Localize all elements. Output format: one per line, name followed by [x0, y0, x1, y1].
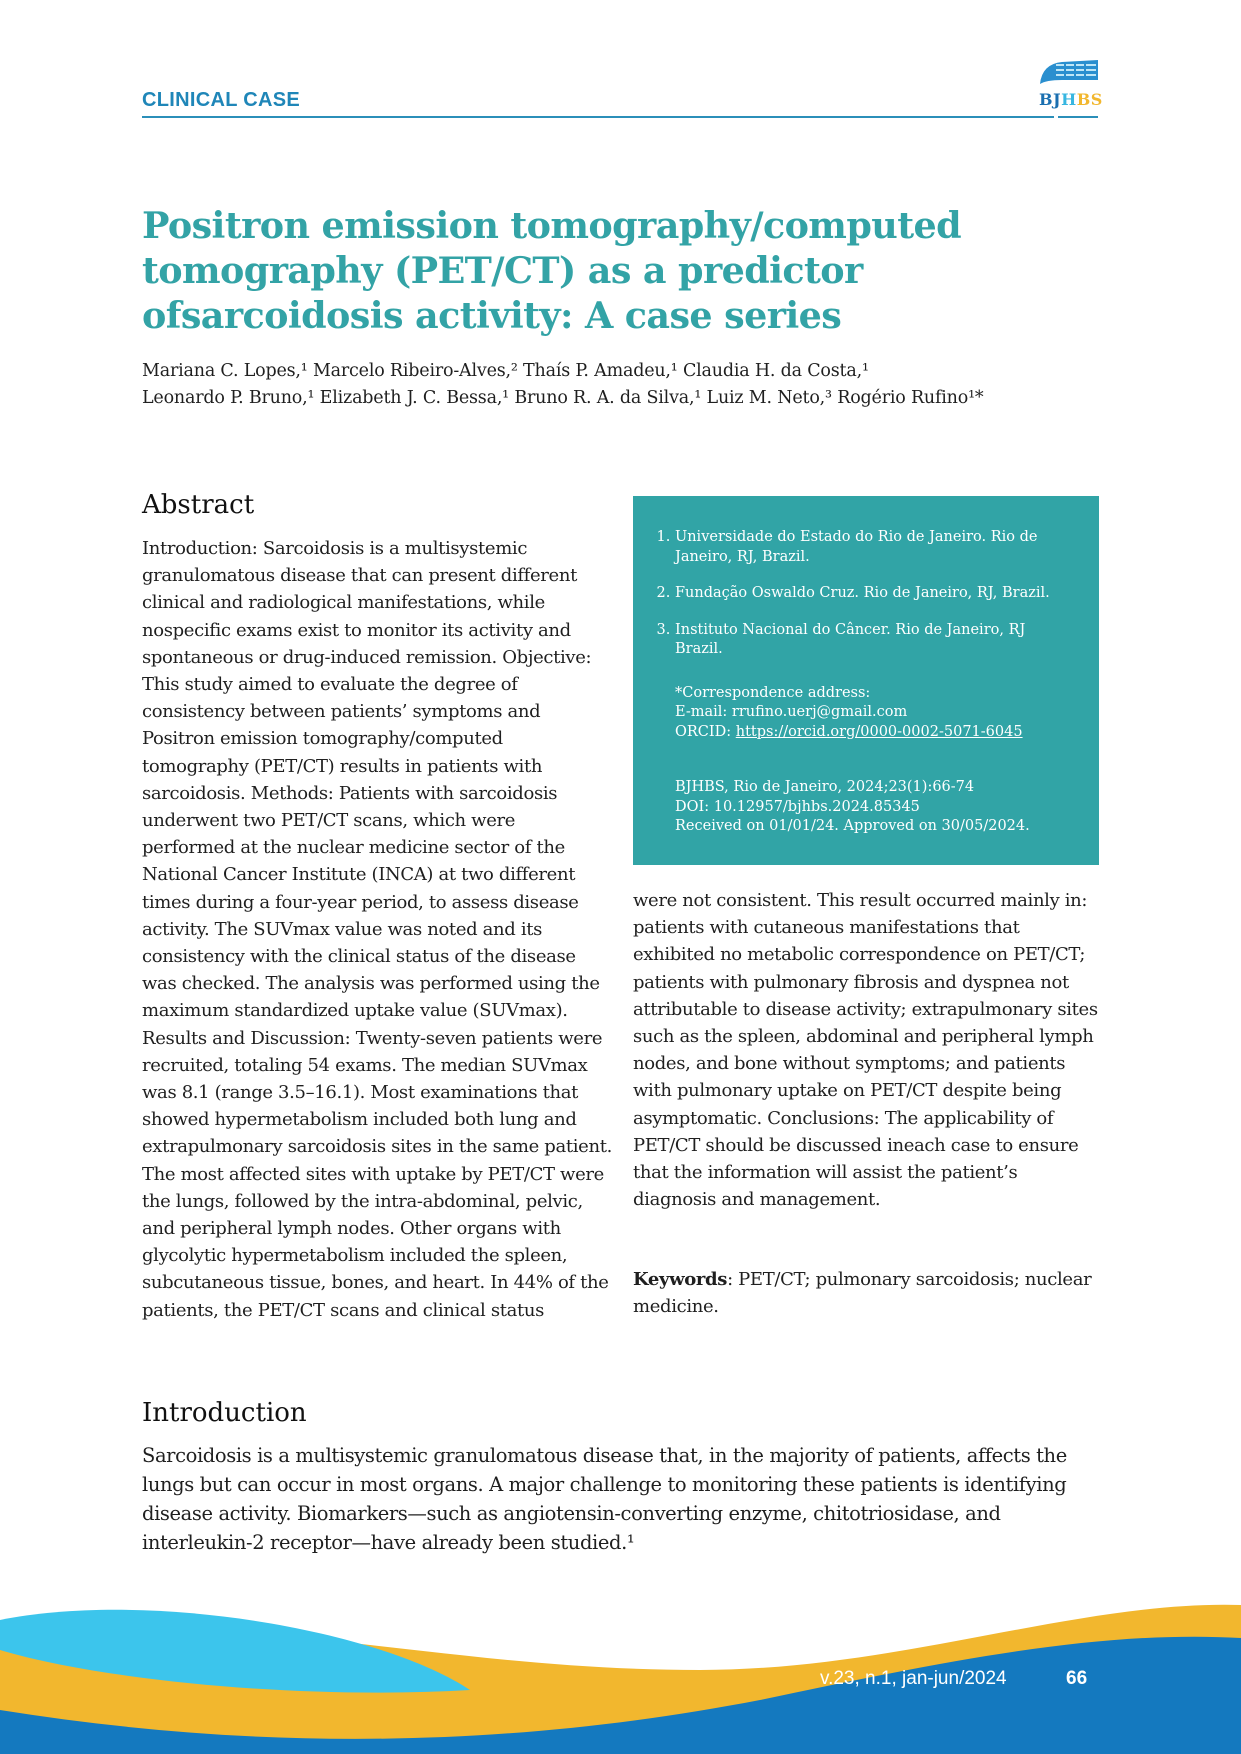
orcid-link[interactable]: https://orcid.org/0000-0002-5071-6045 [735, 723, 1023, 740]
abstract-paragraph: were not consistent. This result occurred mainly in: patients with cutaneous manifestations that exhibited no metabolic correspondence on PET/CT; patients with pulmonary fibrosis and dyspnea not attributable to disease activity; extrapulmonary sites such as the spleen, abdominal and peripheral lymph nodes, and bone without symptoms; and patients with pulmonary uptake on PET/CT despite being asymptomatic. Conclusions: The applicability of PET/CT should be discussed ineach case to ensure that the information will assist the patient’s diagnosis and management. [633, 890, 1098, 1211]
abstract-text-right [633, 887, 1103, 1213]
orcid-line [675, 723, 1077, 743]
affiliation-list [657, 528, 1077, 660]
author-list [142, 358, 1102, 412]
affiliations-box [633, 496, 1099, 865]
introduction-heading: Introduction [142, 1398, 307, 1428]
keywords [633, 1266, 1093, 1320]
affiliation-item: 1. Universidade do Estado do Rio de Janeiro. Rio de Janeiro, RJ, Brazil. [675, 528, 1077, 567]
abstract-paragraph: Introduction: Sarcoidosis is a multisystemic granulomatous disease that can present different clinical and radiological manifestations, while nospecific exams exist to monitor its activity and spontaneous or drug-induced remission. Objective: This study aimed to evaluate the degree of consistency between patients’ symptoms and Positron emission tomography/computed tomography (PET/CT) results in patients with sarcoidosis. Methods: Patients with sarcoidosis underwent two PET/CT scans, which were performed at the nuclear medicine sector of the National Cancer Institute (INCA) at two different times during a four-year period, to assess disease activity. The SUVmax value was noted and its consistency with the clinical status of the disease was checked. The analysis was performed using the maximum standardized uptake value (SUVmax). Results and Discussion: Twenty-seven patients were recruited, totaling 54 exams. The median SUVmax was 8.1 (range 3.5–16.1). Most examinations that showed hypermetabolism included both lung and extrapulmonary sarcoidosis sites in the same patient. The most affected sites with uptake by PET/CT were the lungs, followed by the intra-abdominal, pelvic, and peripheral lymph nodes. Other organs with glycolytic hypermetabolism included the spleen, subcutaneous tissue, bones, and heart. In 44% of the patients, the PET/CT scans and clinical status [142, 538, 612, 1321]
affiliation-item: 2. Fundação Oswaldo Cruz. Rio de Janeiro, RJ, Brazil. [675, 584, 1077, 604]
issue-info: v.23, n.1, jan-jun/2024 [820, 1668, 1007, 1689]
authors-line: Leonardo P. Bruno,¹ Elizabeth J. C. Bessa,¹ Bruno R. A. da Silva,¹ Luiz M. Neto,³ Rogério Rufino¹* [142, 388, 984, 408]
correspondence-label: *Correspondence address: [675, 684, 871, 701]
authors-line: Mariana C. Lopes,¹ Marcelo Ribeiro-Alves,² Thaís P. Amadeu,¹ Claudia H. da Costa,¹ [142, 361, 869, 381]
doi: DOI: 10.12957/bjhbs.2024.85345 [675, 798, 920, 815]
publication-info [675, 778, 1077, 837]
abstract-heading: Abstract [142, 490, 255, 520]
keywords-label: Keywords [633, 1269, 728, 1290]
orcid-label: ORCID: [675, 723, 736, 740]
affiliation-item: 3. Instituto Nacional do Câncer. Rio de Janeiro, RJ Brazil. [675, 621, 1077, 660]
footer-wave-graphic [0, 1590, 1241, 1754]
abstract-text-left [142, 535, 612, 1324]
introduction-paragraph: Sarcoidosis is a multisystemic granulomatous disease that, in the majority of patients, affects the lungs but can occur in most organs. A major challenge to monitoring these patients is identifying disease activity. Biomarkers—such as angiotensin-converting enzyme, chitotriosidase, and interleukin-2 receptor—have already been studied.¹ [142, 1444, 1067, 1554]
journal-logo-wordmark: BJHBS [1039, 90, 1103, 109]
header-divider-short [1058, 116, 1098, 118]
correspondence-email: E-mail: rrufino.uerj@gmail.com [675, 704, 908, 720]
received-approved-dates: Received on 01/01/24. Approved on 30/05/2024. [675, 818, 1030, 834]
citation: BJHBS, Rio de Janeiro, 2024;23(1):66-74 [675, 779, 975, 795]
correspondence-block [675, 684, 1077, 743]
page-number: 66 [1066, 1668, 1088, 1689]
section-label: CLINICAL CASE [142, 89, 300, 111]
article-title: Positron emission tomography/computed tomography (PET/CT) as a predictor ofsarcoidosis activity: A case series [142, 204, 961, 337]
header-divider [142, 116, 1054, 118]
keywords-text: : PET/CT; pulmonary sarcoidosis; nuclear medicine. [633, 1269, 1092, 1318]
